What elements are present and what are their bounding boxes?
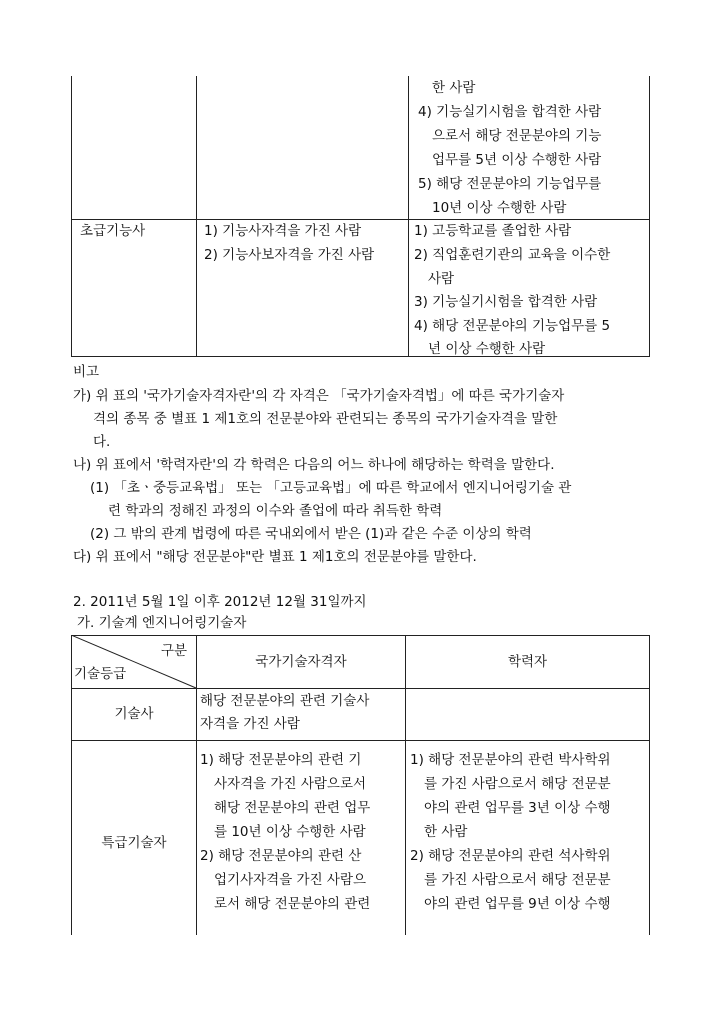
- table1-border-right: [649, 76, 650, 356]
- section-heading: 2. 2011년 5월 1일 이후 2012년 12월 31일까지: [73, 594, 367, 610]
- notes-title: 비고: [73, 364, 100, 380]
- cell-line: 1) 기능사자격을 가진 사람: [204, 223, 362, 239]
- note-line: 다.: [93, 434, 111, 450]
- header-qualification: 국가기술자격자: [255, 654, 347, 670]
- cell-line: 1) 고등학교를 졸업한 사람: [414, 223, 572, 239]
- cell-line: 사자격을 가진 사람으로서: [214, 776, 367, 792]
- cell-line: 사람: [428, 271, 455, 287]
- note-line: (2) 그 밖의 관계 법령에 따른 국내외에서 받은 (1)과 같은 수준 이상의 학력: [90, 526, 532, 542]
- cell-line: 를 가진 사람으로서 해당 전문분: [424, 776, 611, 792]
- cell-line: 으로서 해당 전문분야의 기능: [432, 128, 602, 144]
- table1-divider-1: [196, 76, 197, 356]
- table2-border-right: [649, 635, 650, 935]
- header-diag-bottom: 기술등급: [74, 666, 127, 682]
- cell-line: 한 사람: [424, 824, 468, 840]
- cell-line: 업무를 5년 이상 수행한 사람: [432, 152, 602, 168]
- cell-line: 로서 해당 전문분야의 관련: [214, 896, 371, 912]
- header-education: 학력자: [507, 654, 548, 670]
- cell-line: 1) 해당 전문분야의 관련 기: [200, 752, 362, 768]
- note-line: (1) 「초ㆍ중등교육법」 또는 「고등교육법」에 따른 학교에서 엔지니어링기술 관: [90, 480, 572, 496]
- note-line: 다) 위 표에서 "해당 전문분야"란 별표 1 제1호의 전문분야를 말한다.: [73, 549, 477, 565]
- cell-line: 5) 해당 전문분야의 기능업무를: [418, 176, 602, 192]
- section-subheading: 가. 기술계 엔지니어링기술자: [77, 615, 247, 631]
- cell-line: 업기사자격을 가진 사람으: [214, 872, 367, 888]
- note-line: 나) 위 표에서 '학력자란'의 각 학력은 다음의 어느 하나에 해당하는 학력을 말한다.: [73, 457, 555, 473]
- table1-border-bottom: [71, 356, 650, 357]
- cell-line: 해당 전문분야의 관련 업무: [214, 800, 371, 816]
- note-line: 련 학과의 정해진 과정의 이수와 졸업에 따라 취득한 학력: [108, 503, 443, 519]
- grade-label: 초급기능사: [80, 223, 146, 239]
- cell-line: 1) 해당 전문분야의 관련 박사학위: [410, 752, 611, 768]
- cell-line: 2) 직업훈련기관의 교육을 이수한: [414, 247, 611, 263]
- grade-label: 기술사: [114, 706, 154, 722]
- header-diag-top: 구분: [161, 643, 188, 659]
- cell-line: 자격을 가진 사람: [200, 716, 300, 732]
- cell-line: 4) 기능실기시험을 합격한 사람: [418, 104, 602, 120]
- cell-line: 해당 전문분야의 관련 기술사: [200, 693, 370, 709]
- cell-line: 4) 해당 전문분야의 기능업무를 5: [414, 318, 611, 334]
- cell-line: 2) 기능사보자격을 가진 사람: [204, 247, 375, 263]
- cell-line: 10년 이상 수행한 사람: [432, 200, 567, 216]
- table2-row-divider: [71, 740, 650, 741]
- note-line: 가) 위 표의 '국가기술자격자란'의 각 자격은 「국가기술자격법」에 따른 국가기술자: [73, 388, 565, 404]
- cell-line: 2) 해당 전문분야의 관련 산: [200, 848, 362, 864]
- cell-line: 년 이상 수행한 사람: [428, 341, 546, 357]
- table1-divider-2: [408, 76, 409, 356]
- note-line: 격의 종목 중 별표 1 제1호의 전문분야와 관련되는 종목의 국가기술자격을 말한: [93, 411, 558, 427]
- cell-line: 2) 해당 전문분야의 관련 석사학위: [410, 848, 611, 864]
- cell-line: 를 가진 사람으로서 해당 전문분: [424, 872, 611, 888]
- cell-line: 야의 관련 업무를 3년 이상 수행: [424, 800, 611, 816]
- table1-border-left: [71, 76, 72, 356]
- cell-line: 3) 기능실기시험을 합격한 사람: [414, 294, 598, 310]
- table2-divider-2: [405, 635, 406, 935]
- cell-line: 를 10년 이상 수행한 사람: [214, 824, 366, 840]
- grade-label: 특급기술자: [101, 835, 167, 851]
- cell-line: 야의 관련 업무를 9년 이상 수행: [424, 896, 611, 912]
- cell-line: 한 사람: [432, 80, 476, 96]
